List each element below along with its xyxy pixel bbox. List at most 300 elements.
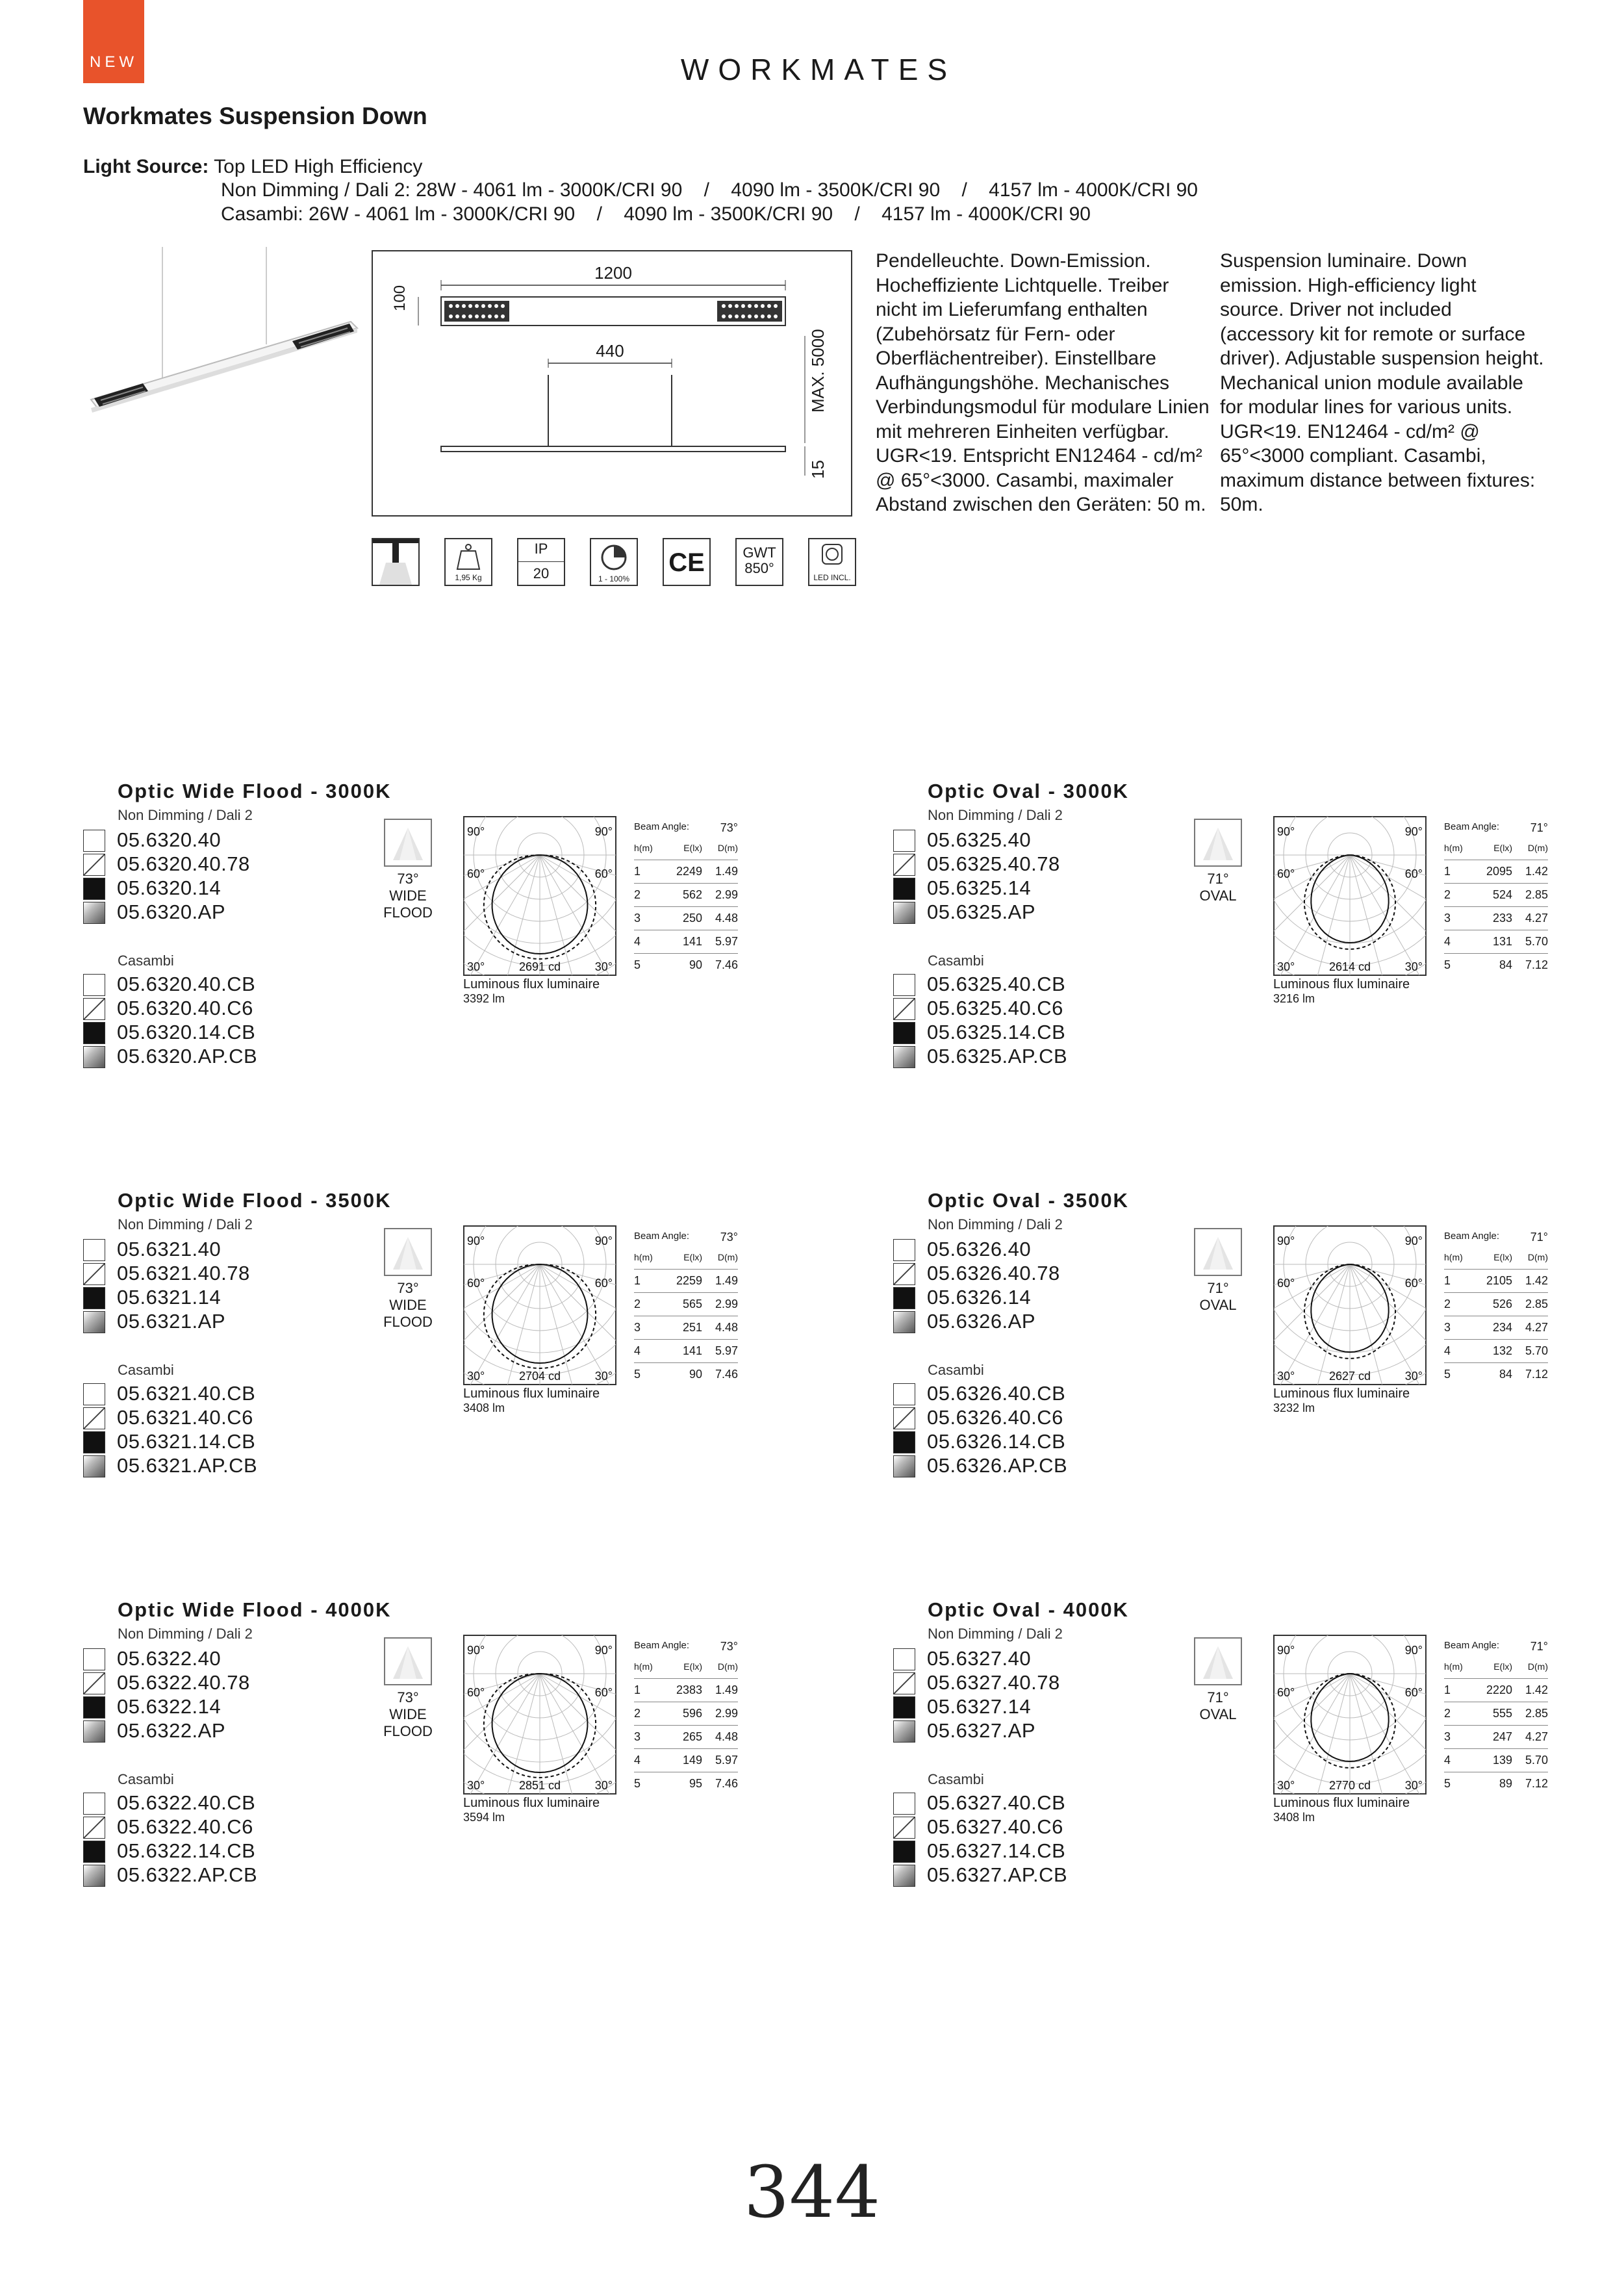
product-section (83, 1189, 817, 1553)
article-code: 05.6325.40.C6 (927, 997, 1063, 1019)
casambi-label: Casambi (928, 1771, 984, 1787)
beam-angle-row (634, 1640, 738, 1655)
product-section (893, 780, 1624, 1143)
luminous-flux (463, 1796, 600, 1824)
dimming-icon (590, 538, 638, 586)
cell-d: 5.97 (715, 1754, 738, 1767)
dim-length: 1200 (594, 263, 632, 283)
cell-d: 1.49 (715, 1274, 738, 1287)
beam-name: FLOOD (383, 1314, 433, 1330)
cell-e: 565 (682, 1297, 702, 1310)
cell-e: 2249 (676, 865, 702, 878)
col-d: D(m) (717, 1661, 738, 1672)
cell-e: 233 (1492, 912, 1512, 925)
col-e: E(lx) (1493, 1252, 1512, 1262)
article-code: 05.6327.14 (927, 1695, 1032, 1718)
luminous-flux (1273, 1796, 1410, 1824)
cell-h: 4 (634, 1754, 641, 1767)
article-code: 05.6322.40.CB (117, 1791, 256, 1814)
cell-e: 265 (682, 1730, 702, 1743)
polar-label-60: 60° (594, 1277, 613, 1290)
article-code: 05.6325.40.CB (927, 973, 1066, 995)
polar-label-60: 60° (1404, 867, 1423, 880)
cell-e: 2259 (676, 1274, 702, 1287)
col-h: h(m) (634, 1661, 653, 1672)
article-code: 05.6326.40.C6 (927, 1406, 1063, 1429)
peak-intensity: 2851 cd (518, 1779, 561, 1792)
polar-label-90: 90° (1277, 825, 1295, 838)
article-code: 05.6320.AP (117, 901, 226, 923)
table-row (634, 1772, 738, 1796)
cell-d: 1.42 (1525, 1274, 1548, 1287)
col-h: h(m) (1444, 1661, 1463, 1672)
article-code: 05.6321.40.CB (117, 1382, 256, 1405)
finish-swatch (893, 830, 915, 852)
product-section (893, 1189, 1624, 1553)
polar-label-30: 30° (1404, 1779, 1423, 1792)
finish-swatch (83, 878, 105, 900)
cell-d: 5.70 (1525, 935, 1548, 948)
col-d: D(m) (1527, 1252, 1548, 1262)
cell-d: 2.99 (715, 1297, 738, 1310)
cell-e: 89 (1499, 1777, 1512, 1790)
polar-label-30: 30° (1404, 960, 1423, 973)
beam-angle-value: 73° (720, 1640, 738, 1653)
cell-e: 526 (1492, 1297, 1512, 1310)
finish-swatch (83, 1287, 105, 1309)
table-row (634, 860, 738, 884)
article-code: 05.6320.14.CB (117, 1021, 256, 1043)
cell-e: 251 (682, 1321, 702, 1334)
cell-h: 3 (634, 1730, 641, 1743)
table-header (1444, 1246, 1548, 1270)
article-code: 05.6326.14.CB (927, 1430, 1066, 1453)
dim-thickness: 15 (808, 460, 828, 479)
polar-label-60: 60° (1404, 1277, 1423, 1290)
finish-swatch (893, 1817, 915, 1839)
ip-label: IP (534, 541, 548, 557)
cell-h: 2 (634, 1707, 641, 1720)
peak-intensity: 2691 cd (518, 960, 561, 973)
cell-h: 1 (634, 1683, 641, 1696)
cell-h: 4 (634, 1344, 641, 1357)
description-english: Suspension luminaire. Down emission. High-efficiency light source. Driver not included (accessory kit for remote or surface driver). Adjustable suspension height. Mechanical union module available for modular lines for various units. UGR<19. EN12464 - cd/m² @ 65°<3000 compliant. Casambi, maximum distance between fixtures: 50m. (1220, 250, 1544, 515)
finish-swatch (893, 998, 915, 1020)
article-code: 05.6322.AP.CB (117, 1863, 258, 1886)
cell-d: 1.42 (1525, 865, 1548, 878)
photometric-table (634, 821, 738, 977)
col-d: D(m) (717, 843, 738, 853)
table-row (634, 930, 738, 954)
photometric-table (634, 1231, 738, 1386)
polar-label-30: 30° (1404, 1370, 1423, 1383)
cell-d: 4.27 (1525, 912, 1548, 925)
polar-label-60: 60° (1404, 1686, 1423, 1699)
cell-e: 139 (1492, 1754, 1512, 1767)
table-row (634, 884, 738, 907)
table-row (634, 1702, 738, 1726)
cell-d: 4.48 (715, 912, 738, 925)
table-row (634, 1726, 738, 1749)
cell-e: 2383 (676, 1683, 702, 1696)
cell-d: 4.27 (1525, 1730, 1548, 1743)
polar-label-60: 60° (1277, 1277, 1295, 1290)
luminous-flux (1273, 977, 1410, 1006)
article-code: 05.6320.40 (117, 828, 222, 851)
polar-label-90: 90° (1277, 1234, 1295, 1247)
article-code: 05.6322.40 (117, 1647, 222, 1670)
article-code: 05.6320.14 (117, 876, 222, 899)
article-code: 05.6321.14 (117, 1286, 222, 1309)
table-row (634, 1316, 738, 1340)
finish-swatch (893, 1287, 915, 1309)
table-header (1444, 837, 1548, 860)
beam-name: FLOOD (383, 1723, 433, 1739)
finish-swatch (83, 1407, 105, 1429)
table-row (1444, 954, 1548, 977)
beam-name: OVAL (1199, 888, 1237, 904)
cell-e: 2220 (1486, 1683, 1512, 1696)
table-row (634, 1749, 738, 1772)
flux-caption: Luminous flux luminaire (463, 977, 600, 991)
beam-angle-value: 73° (720, 1231, 738, 1244)
finish-swatch (893, 1720, 915, 1743)
cell-h: 5 (634, 1777, 641, 1790)
cell-h: 5 (1444, 958, 1451, 971)
dim-spacing: 440 (596, 341, 624, 361)
flux-caption: Luminous flux luminaire (463, 1796, 600, 1810)
finish-swatch (83, 998, 105, 1020)
cell-e: 234 (1492, 1321, 1512, 1334)
section-title: Optic Wide Flood - 3000K (118, 780, 392, 802)
article-code: 05.6325.14.CB (927, 1021, 1066, 1043)
flux-value: 3594 lm (463, 1811, 505, 1824)
polar-grid (1273, 1635, 1427, 1795)
article-code: 05.6321.AP (117, 1310, 226, 1333)
col-d: D(m) (1527, 843, 1548, 853)
cell-d: 5.97 (715, 935, 738, 948)
cell-h: 2 (1444, 1707, 1451, 1720)
product-section (83, 1598, 817, 1962)
casambi-label: Casambi (928, 1362, 984, 1378)
article-code: 05.6321.40.78 (117, 1262, 250, 1284)
flux-caption: Luminous flux luminaire (463, 1386, 600, 1401)
beam-shape-icon (1194, 1228, 1242, 1276)
cell-d: 2.85 (1525, 1297, 1548, 1310)
cell-e: 555 (1492, 1707, 1512, 1720)
description-german: Pendelleuchte. Down-Emission. Hocheffiziente Lichtquelle. Treiber nicht im Lieferumfang enthalten (Zubehörsatz für Fern- oder Oberflächentreiber). Einstellbare Aufhängungshöhe. Mechanisches Verbindungsmodul für modulare Linien mit mehreren Einheiten verfügbar. UGR<19. Entspricht EN12464 - cd/m² @ 65°<3000. Casambi, maximaler Abstand zwischen den Geräten: 50 m. (876, 250, 1210, 515)
product-section (893, 1598, 1624, 1962)
finish-swatch (893, 1311, 915, 1333)
peak-intensity: 2614 cd (1328, 960, 1371, 973)
table-row (1444, 1772, 1548, 1796)
finish-swatch (83, 1311, 105, 1333)
product-title: Workmates Suspension Down (83, 103, 427, 129)
finish-swatch (893, 1431, 915, 1453)
cell-e: 95 (689, 1777, 702, 1790)
cell-h: 4 (1444, 935, 1451, 948)
cell-h: 5 (1444, 1368, 1451, 1381)
beam-angle-row (634, 821, 738, 837)
article-code: 05.6327.40.C6 (927, 1815, 1063, 1838)
product-photo (78, 247, 364, 435)
polar-label-60: 60° (467, 1686, 485, 1699)
finish-swatch (83, 1720, 105, 1743)
light-source-line-3: Casambi: 26W - 4061 lm - 3000K/CRI 90 / 4090 lm - 3500K/CRI 90 / 4157 lm - 4000K/CRI 90 (221, 203, 1091, 225)
cell-d: 7.12 (1525, 1777, 1548, 1790)
polar-diagram (1273, 816, 1427, 979)
cell-d: 7.12 (1525, 958, 1548, 971)
finish-swatch (893, 902, 915, 924)
table-row (1444, 1726, 1548, 1749)
polar-label-90: 90° (1404, 1234, 1423, 1247)
cell-h: 1 (634, 1274, 641, 1287)
article-code: 05.6321.40.C6 (117, 1406, 253, 1429)
ip-value: 20 (533, 565, 550, 581)
article-code: 05.6325.40.78 (927, 852, 1060, 875)
table-header (634, 1655, 738, 1679)
article-code: 05.6327.40.78 (927, 1671, 1060, 1694)
finish-swatch (83, 974, 105, 996)
polar-label-90: 90° (1404, 1644, 1423, 1657)
photometric-table (1444, 1640, 1548, 1796)
section-title: Optic Oval - 4000K (928, 1598, 1129, 1621)
dimension-drawing (372, 250, 852, 517)
article-code: 05.6327.AP (927, 1719, 1036, 1742)
polar-label-30: 30° (1277, 1370, 1295, 1383)
cell-e: 132 (1492, 1344, 1512, 1357)
table-row (1444, 1749, 1548, 1772)
dimming-value: 1 - 100% (598, 574, 630, 583)
table-header (634, 1246, 738, 1270)
article-code: 05.6326.AP (927, 1310, 1036, 1333)
finish-swatch (83, 1648, 105, 1670)
cell-h: 3 (1444, 912, 1451, 925)
finish-swatch (893, 974, 915, 996)
cell-e: 141 (682, 1344, 702, 1357)
light-source-line-2: Non Dimming / Dali 2: 28W - 4061 lm - 3000K/CRI 90 / 4090 lm - 3500K/CRI 90 / 4157 lm - 4000K/CRI 90 (221, 179, 1198, 201)
cell-d: 2.99 (715, 1707, 738, 1720)
dim-height: 100 (391, 285, 409, 311)
finish-swatch (83, 1263, 105, 1285)
cell-e: 596 (682, 1707, 702, 1720)
table-row (1444, 1702, 1548, 1726)
beam-angle: 73° (397, 1689, 419, 1706)
polar-label-90: 90° (467, 1234, 485, 1247)
weight-value: 1,95 Kg (455, 573, 482, 582)
polar-label-90: 90° (467, 825, 485, 838)
beam-angle-value: 71° (1530, 821, 1548, 834)
article-code: 05.6320.40.CB (117, 973, 256, 995)
polar-diagram (463, 1635, 616, 1798)
finish-swatch (893, 1407, 915, 1429)
polar-label-60: 60° (467, 1277, 485, 1290)
polar-label-30: 30° (467, 960, 485, 973)
cell-d: 2.99 (715, 888, 738, 901)
polar-label-30: 30° (1277, 1779, 1295, 1792)
finish-swatch (893, 878, 915, 900)
suspension-icon (372, 538, 420, 586)
table-row (1444, 1363, 1548, 1386)
luminous-flux (1273, 1386, 1410, 1415)
cell-h: 4 (634, 935, 641, 948)
cell-e: 84 (1499, 1368, 1512, 1381)
polar-label-90: 90° (467, 1644, 485, 1657)
luminous-flux (463, 1386, 600, 1415)
beam-name: OVAL (1199, 1297, 1237, 1313)
beam-shape-icon (1194, 819, 1242, 867)
article-code: 05.6325.AP (927, 901, 1036, 923)
beam-name: FLOOD (383, 904, 433, 921)
article-code: 05.6321.14.CB (117, 1430, 256, 1453)
cell-e: 562 (682, 888, 702, 901)
weight-icon (444, 538, 492, 586)
table-row (634, 1270, 738, 1293)
table-row (634, 1679, 738, 1702)
ce-mark-icon (663, 538, 711, 586)
casambi-label: Casambi (118, 952, 174, 969)
finish-swatch (893, 1239, 915, 1261)
col-d: D(m) (717, 1252, 738, 1262)
peak-intensity: 2770 cd (1328, 1779, 1371, 1792)
cell-d: 4.48 (715, 1321, 738, 1334)
table-row (634, 954, 738, 977)
gwt-label: GWT (742, 544, 776, 561)
table-row (634, 1293, 738, 1316)
polar-diagram (1273, 1225, 1427, 1388)
beam-shape-icon (384, 819, 432, 867)
beam-angle: 71° (1207, 871, 1229, 887)
table-row (1444, 1679, 1548, 1702)
article-code: 05.6326.14 (927, 1286, 1032, 1309)
cell-h: 1 (1444, 1274, 1451, 1287)
beam-angle: 71° (1207, 1689, 1229, 1706)
beam-shape-icon (384, 1637, 432, 1685)
non-dimming-label: Non Dimming / Dali 2 (118, 807, 253, 823)
finish-swatch (83, 1383, 105, 1405)
polar-grid (1273, 1225, 1427, 1385)
beam-angle-row (1444, 1640, 1548, 1655)
non-dimming-label: Non Dimming / Dali 2 (928, 1216, 1063, 1233)
flux-caption: Luminous flux luminaire (1273, 1796, 1410, 1810)
polar-label-60: 60° (594, 867, 613, 880)
section-title: Optic Wide Flood - 3500K (118, 1189, 392, 1212)
finish-swatch (83, 1841, 105, 1863)
col-h: h(m) (634, 843, 653, 853)
table-row (1444, 1270, 1548, 1293)
finish-swatch (83, 1046, 105, 1068)
polar-grid (1273, 816, 1427, 976)
new-badge-label: NEW (90, 53, 138, 71)
polar-diagram (463, 816, 616, 979)
cell-h: 3 (1444, 1321, 1451, 1334)
article-code: 05.6322.40.C6 (117, 1815, 253, 1838)
light-source-line-1 (83, 156, 422, 178)
gwt-icon (735, 538, 783, 586)
cell-e: 149 (682, 1754, 702, 1767)
led-included-icon (808, 538, 856, 586)
cell-d: 7.46 (715, 1777, 738, 1790)
luminous-flux (463, 977, 600, 1006)
table-row (1444, 1340, 1548, 1363)
cell-h: 2 (1444, 888, 1451, 901)
section-title: Optic Wide Flood - 4000K (118, 1598, 392, 1621)
cell-d: 7.46 (715, 1368, 738, 1381)
casambi-label: Casambi (118, 1771, 174, 1787)
section-title: Optic Oval - 3500K (928, 1189, 1129, 1212)
article-code: 05.6326.40 (927, 1238, 1032, 1260)
article-code: 05.6325.AP.CB (927, 1045, 1068, 1067)
col-e: E(lx) (683, 1661, 702, 1672)
cell-d: 1.49 (715, 1683, 738, 1696)
article-code: 05.6320.40.78 (117, 852, 250, 875)
polar-grid (463, 1635, 616, 1795)
polar-label-60: 60° (467, 867, 485, 880)
flux-caption: Luminous flux luminaire (1273, 977, 1410, 991)
finish-swatch (893, 1672, 915, 1694)
polar-grid (463, 1225, 616, 1385)
casambi-label: Casambi (118, 1362, 174, 1378)
beam-angle-label: Beam Angle: (1444, 821, 1500, 832)
cell-d: 4.27 (1525, 1321, 1548, 1334)
beam-label (362, 1280, 453, 1331)
cell-e: 131 (1492, 935, 1512, 948)
non-dimming-label: Non Dimming / Dali 2 (928, 807, 1063, 823)
beam-angle-row (1444, 821, 1548, 837)
finish-swatch (83, 1022, 105, 1044)
flux-value: 3232 lm (1273, 1401, 1315, 1414)
polar-label-60: 60° (1277, 867, 1295, 880)
article-code: 05.6322.40.78 (117, 1671, 250, 1694)
article-code: 05.6322.AP (117, 1719, 226, 1742)
polar-label-30: 30° (467, 1779, 485, 1792)
finish-swatch (893, 1455, 915, 1477)
finish-swatch (83, 1455, 105, 1477)
article-code: 05.6326.40.78 (927, 1262, 1060, 1284)
table-row (1444, 930, 1548, 954)
table-header (1444, 1655, 1548, 1679)
finish-swatch (893, 1865, 915, 1887)
cell-e: 84 (1499, 958, 1512, 971)
cell-e: 524 (1492, 888, 1512, 901)
finish-swatch (893, 1696, 915, 1718)
finish-swatch (83, 1817, 105, 1839)
col-h: h(m) (1444, 843, 1463, 853)
cell-d: 5.97 (715, 1344, 738, 1357)
brand-title: WORKMATES (680, 53, 957, 86)
light-source-label: Light Source: (83, 156, 209, 177)
light-source-value: Top LED High Efficiency (214, 156, 423, 177)
flux-value: 3216 lm (1273, 992, 1315, 1005)
article-code: 05.6325.14 (927, 876, 1032, 899)
cell-e: 247 (1492, 1730, 1512, 1743)
ip-rating-icon (517, 538, 565, 586)
cell-h: 3 (1444, 1730, 1451, 1743)
cell-h: 5 (1444, 1777, 1451, 1790)
cell-d: 1.42 (1525, 1683, 1548, 1696)
finish-swatch (83, 1696, 105, 1718)
polar-label-60: 60° (1277, 1686, 1295, 1699)
ce-label: CE (668, 548, 705, 577)
article-code: 05.6326.40.CB (927, 1382, 1066, 1405)
polar-label-90: 90° (1277, 1644, 1295, 1657)
beam-angle: 73° (397, 871, 419, 887)
cell-h: 4 (1444, 1344, 1451, 1357)
gwt-value: 850° (744, 560, 774, 576)
polar-label-90: 90° (594, 1644, 613, 1657)
cell-d: 2.85 (1525, 1707, 1548, 1720)
finish-swatch (893, 1383, 915, 1405)
